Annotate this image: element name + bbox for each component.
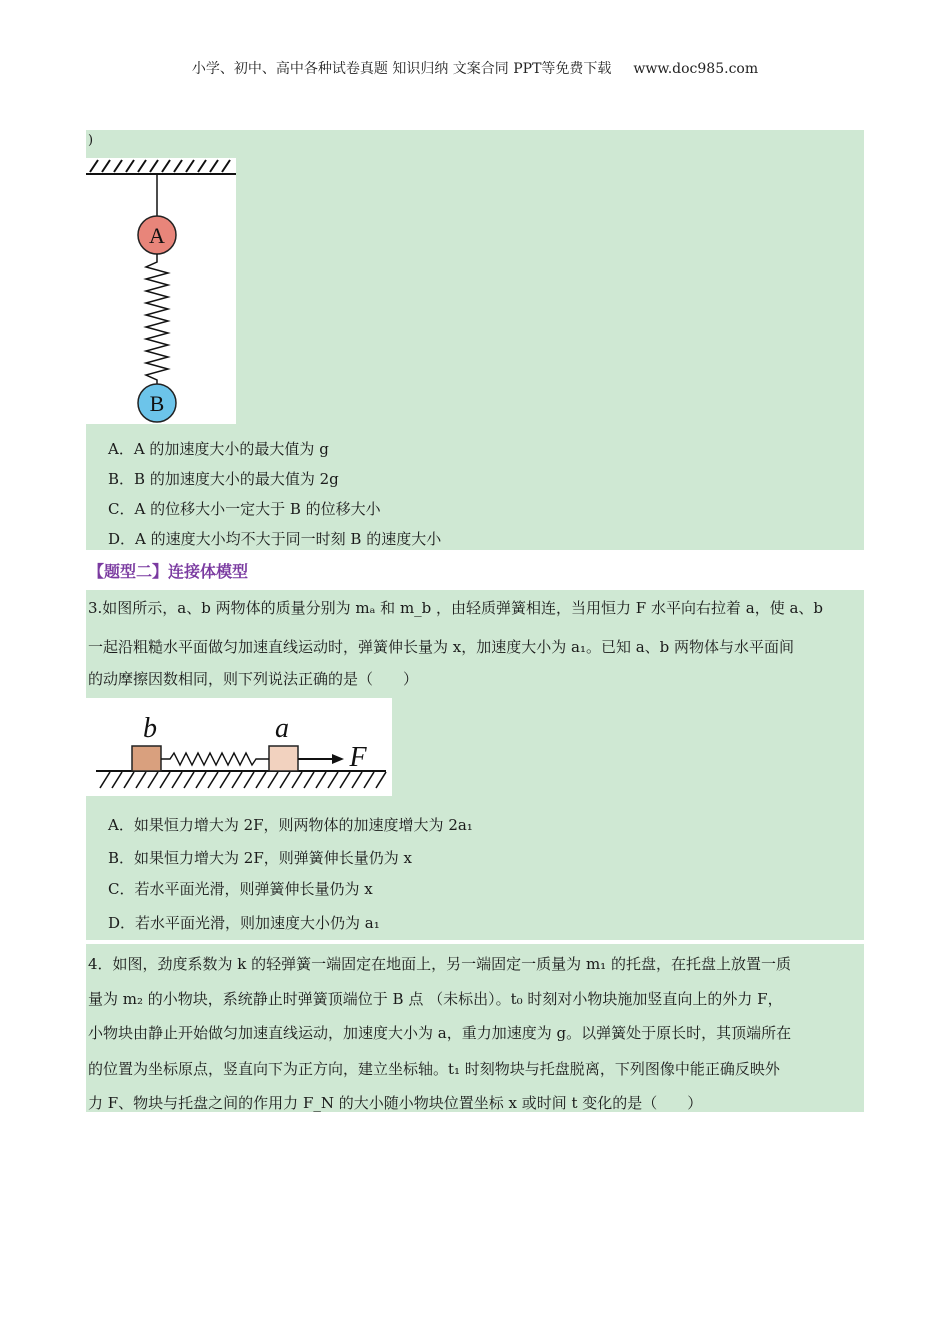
spring-ab-figure (86, 158, 236, 424)
header-url[interactable]: www.doc985.com (633, 61, 759, 77)
q3-option-c: C．若水平面光滑，则弹簧伸长量仍为 x (108, 880, 373, 898)
q2-option-a: A．A 的加速度大小的最大值为 g (108, 440, 329, 458)
block-a (269, 746, 298, 771)
label-b: b (143, 713, 157, 744)
ground-hatch (100, 772, 386, 788)
block-b (132, 746, 161, 771)
page-header (0, 58, 950, 78)
q3-option-b: B．如果恒力增大为 2F，则弹簧伸长量仍为 x (108, 849, 412, 867)
q3-option-a: A．如果恒力增大为 2F，则两物体的加速度增大为 2a₁ (108, 816, 473, 834)
q3-line-1: 3.如图所示，a、b 两物体的质量分别为 mₐ 和 m_b ，由轻质弹簧相连，当用恒力 F 水平向右拉着 a，使 a、b (88, 599, 824, 617)
q3-line-3: 的动摩擦因数相同，则下列说法正确的是（ ） (88, 670, 419, 688)
spring (146, 254, 168, 386)
q4-line-4: 的位置为坐标原点，竖直向下为正方向，建立坐标轴。t₁ 时刻物块与托盘脱离，下列图像中能正确反映外 (88, 1060, 780, 1078)
q4-line-1: 4．如图，劲度系数为 k 的轻弹簧一端固定在地面上，另一端固定一质量为 m₁ 的托盘，在托盘上放置一质 (88, 955, 791, 973)
label-f: F (349, 742, 367, 773)
q2-option-c: C．A 的位移大小一定大于 B 的位移大小 (108, 500, 381, 518)
q2-option-d: D．A 的速度大小均不大于同一时刻 B 的速度大小 (108, 530, 442, 548)
q4-line-3: 小物块由静止开始做匀加速直线运动，加速度大小为 a，重力加速度为 g。以弹簧处于原长时，其顶端所在 (88, 1024, 792, 1042)
label-a: a (275, 713, 289, 744)
ball-a-label: A (149, 223, 165, 248)
q3-option-d: D．若水平面光滑，则加速度大小仍为 a₁ (108, 914, 380, 932)
force-arrowhead (332, 754, 344, 764)
q4-line-2: 量为 m₂ 的小物块，系统静止时弹簧顶端位于 B 点 （未标出）。t₀ 时刻对小物块施加竖直向上的外力 F， (88, 990, 783, 1008)
q2-option-b: B．B 的加速度大小的最大值为 2g (108, 470, 339, 488)
q2-paren: ) (88, 133, 94, 148)
connecting-spring (161, 753, 269, 765)
ball-b-label: B (149, 391, 165, 416)
header-text: 小学、初中、高中各种试卷真题 知识归纳 文案合同 PPT等免费下载 (191, 61, 612, 77)
ceiling-hatch (86, 160, 236, 174)
q4-line-5: 力 F、物块与托盘之间的作用力 F_N 的大小随小物块位置坐标 x 或时间 t 变化的是（ ） (88, 1094, 703, 1112)
q3-line-2: 一起沿粗糙水平面做匀加速直线运动时，弹簧伸长量为 x，加速度大小为 a₁。已知 a、b 两物体与水平面间 (88, 638, 795, 656)
section-heading: 【题型二】连接体模型 (88, 562, 249, 581)
blocks-spring-figure (86, 698, 392, 796)
